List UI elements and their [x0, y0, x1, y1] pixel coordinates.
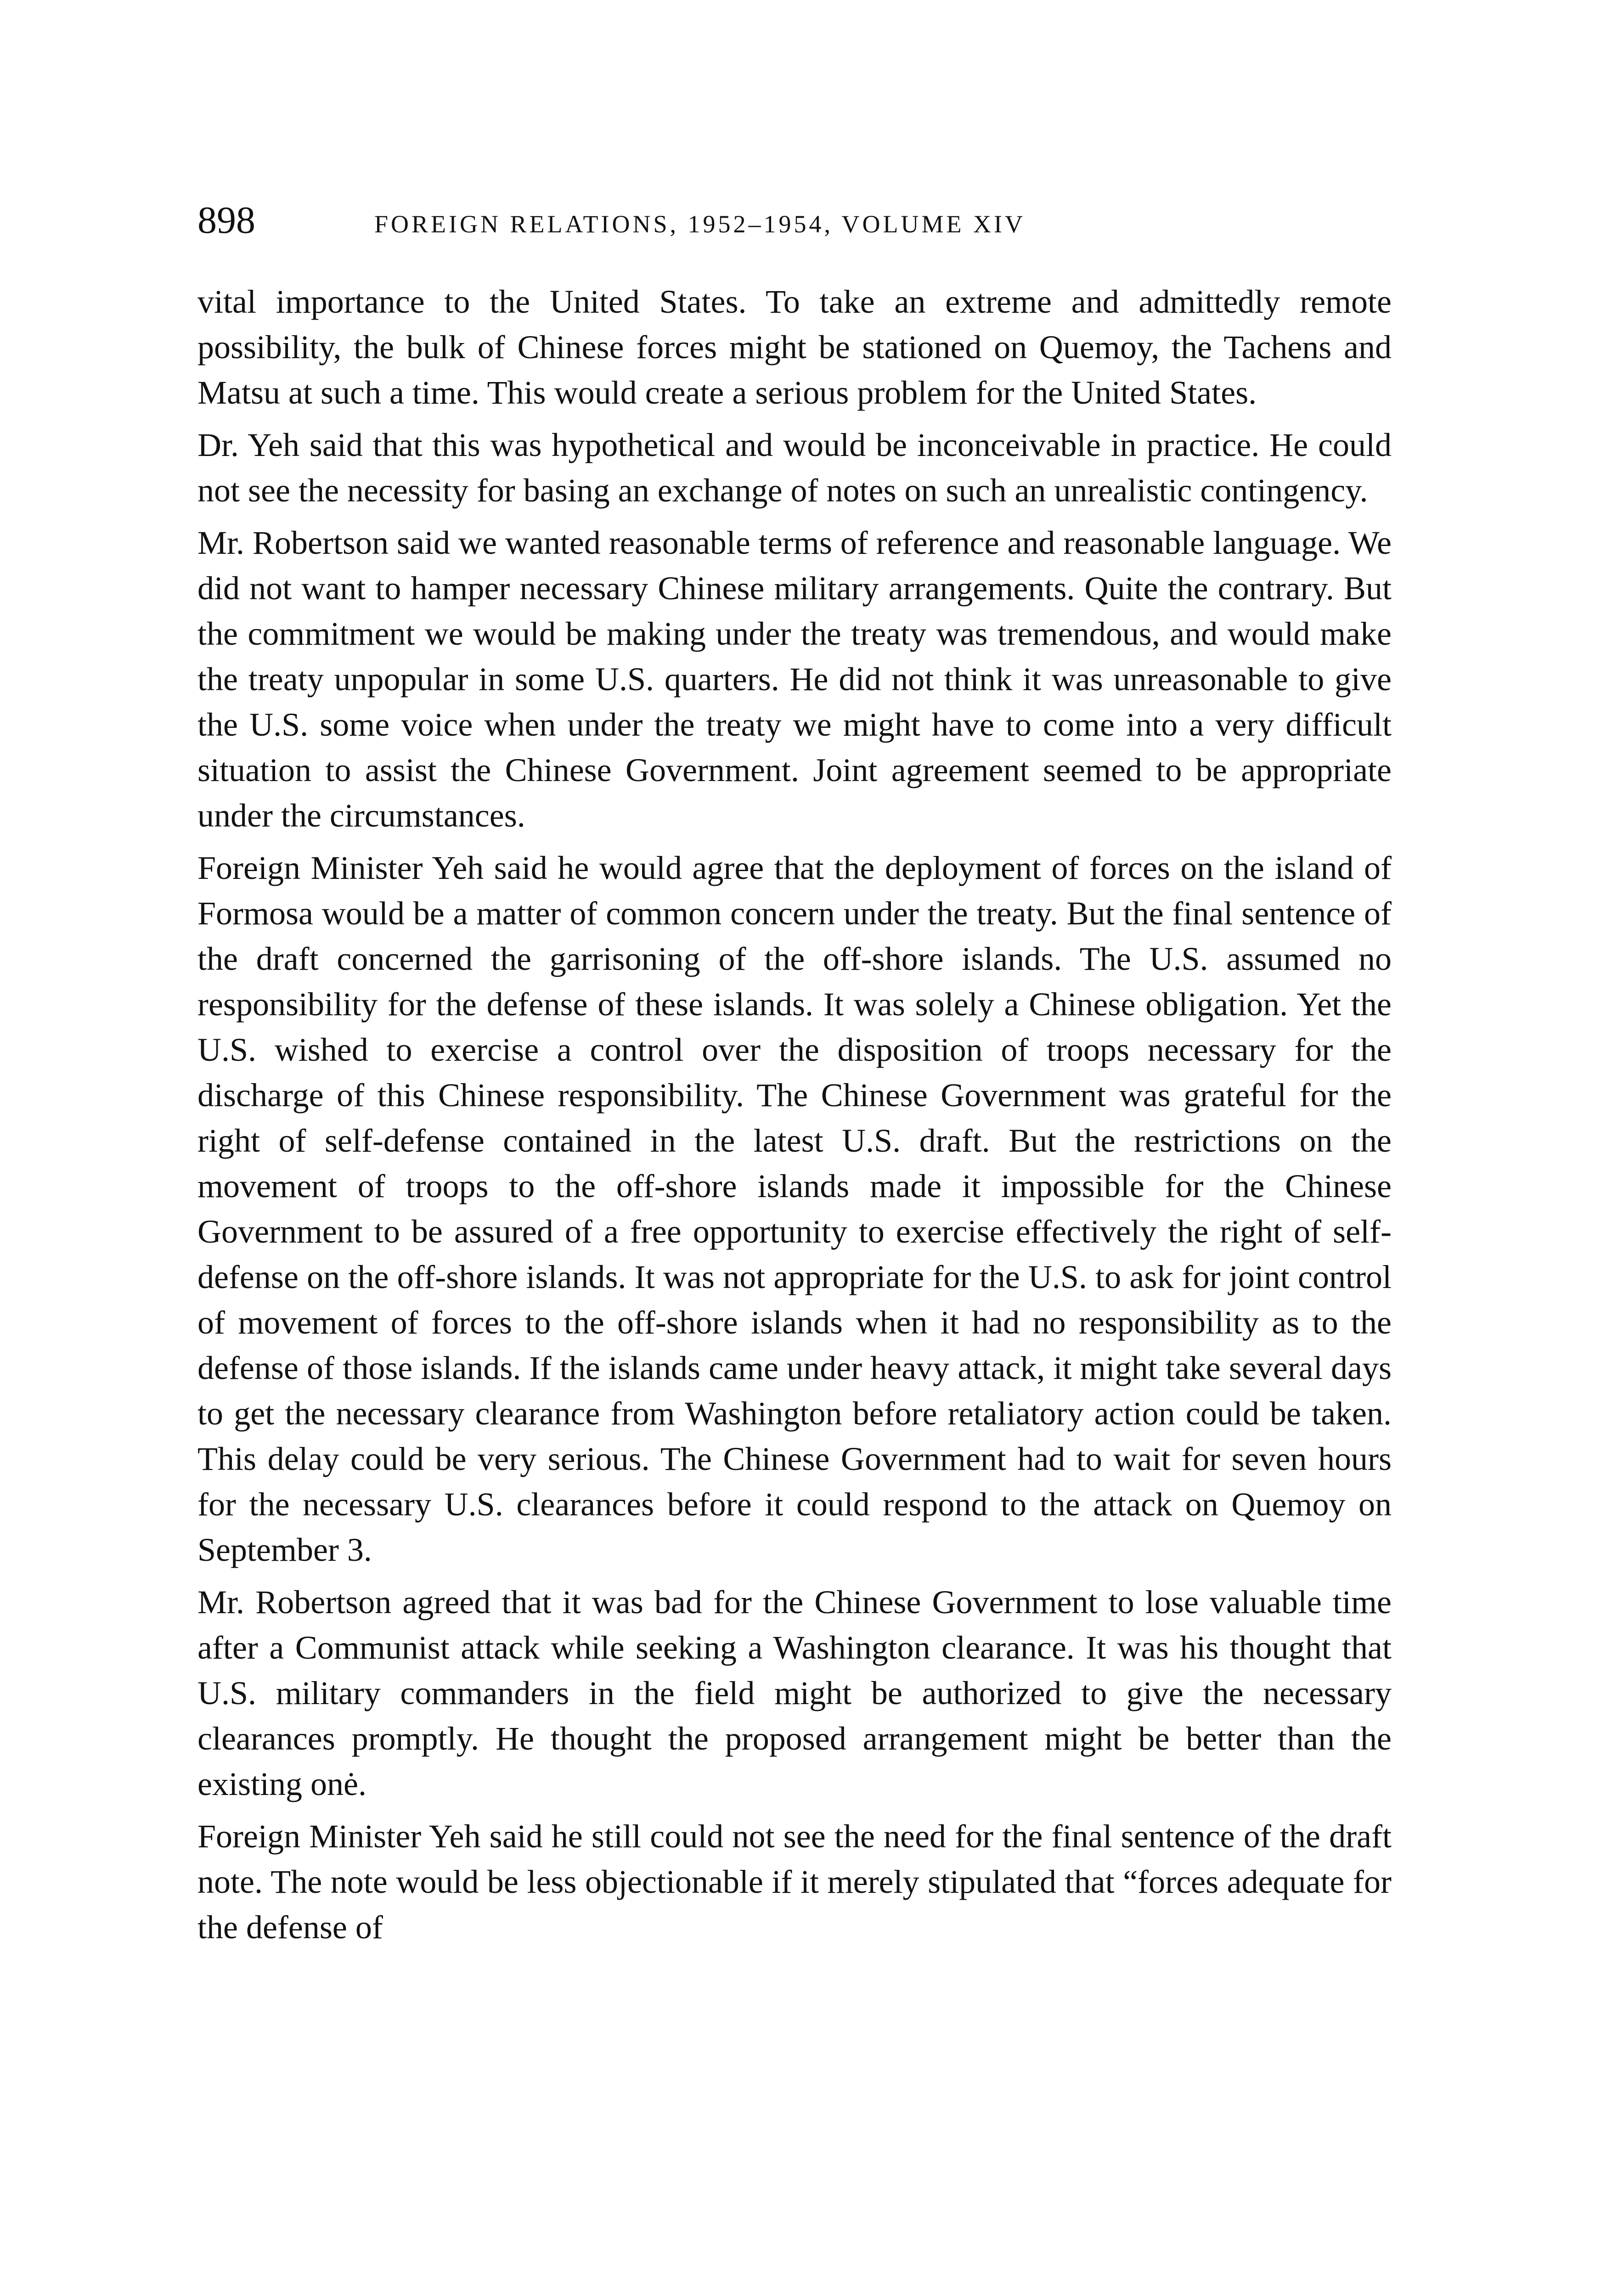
running-title: FOREIGN RELATIONS, 1952–1954, VOLUME XIV [374, 210, 1026, 238]
paragraph-4: Foreign Minister Yeh said he would agree that the deployment of forces on the island of Formosa would be a matter of common concern under the treaty. But the final sentence of the draft concerned the garrisoning of the off-shore islands. The U.S. assumed no responsibility for the defense of these islands. It was solely a Chinese obligation. Yet the U.S. wished to exercise a control over the disposition of troops necessary for the discharge of this Chinese responsibility. The Chinese Government was grateful for the right of self-defense contained in the latest U.S. draft. But the restrictions on the movement of troops to the off-shore islands made it impossible for the Chinese Government to be assured of a free opportunity to exercise effectively the right of self-defense on the off-shore islands. It was not appropriate for the U.S. to ask for joint control of movement of forces to the off-shore islands when it had no responsibility as to the defense of those islands. If the islands came under heavy attack, it might take several days to get the necessary clearance from Washington before retaliatory action could be taken. This delay could be very serious. The Chinese Government had to wait for seven hours for the necessary U.S. clearances before it could respond to the attack on Quemoy on September 3. [197, 850, 1392, 1568]
paragraph-5: Mr. Robertson agreed that it was bad for the Chinese Government to lose valuable time after a Communist attack while seeking a Washington clearance. It was his thought that U.S. military commanders in the field might be authorized to give the necessary clearances promptly. He thought the proposed arrangement might be better than the existing onė. [197, 1584, 1392, 1802]
paragraph-2: Dr. Yeh said that this was hypothetical and would be inconceivable in practice. He could not see the necessity for basing an exchange of notes on such an unrealistic contingency. [197, 427, 1392, 509]
paragraph-3: Mr. Robertson said we wanted reasonable terms of reference and reasonable language. We did not want to hamper necessary Chinese military arrangements. Quite the contrary. But the commitment we would be making under the treaty was tremendous, and would make the treaty unpopular in some U.S. quarters. He did not think it was unreasonable to give the U.S. some voice when under the treaty we might have to come into a very difficult situation to assist the Chinese Government. Joint agreement seemed to be appropriate under the circumstances. [197, 524, 1392, 834]
document-page [197, 197, 1392, 1957]
paragraph-6: Foreign Minister Yeh said he still could not see the need for the final sentence of the draft note. The note would be less objectionable if it merely stipulated that “forces adequate for the defense of [197, 1818, 1392, 1946]
paragraph-1: vital importance to the United States. To take an extreme and admittedly remote possibility, the bulk of Chinese forces might be stationed on Quemoy, the Tachens and Matsu at such a time. This would create a serious problem for the United States. [197, 283, 1392, 411]
page-number: 898 [197, 199, 255, 242]
body-text [197, 279, 1392, 1950]
running-head [197, 197, 1392, 243]
